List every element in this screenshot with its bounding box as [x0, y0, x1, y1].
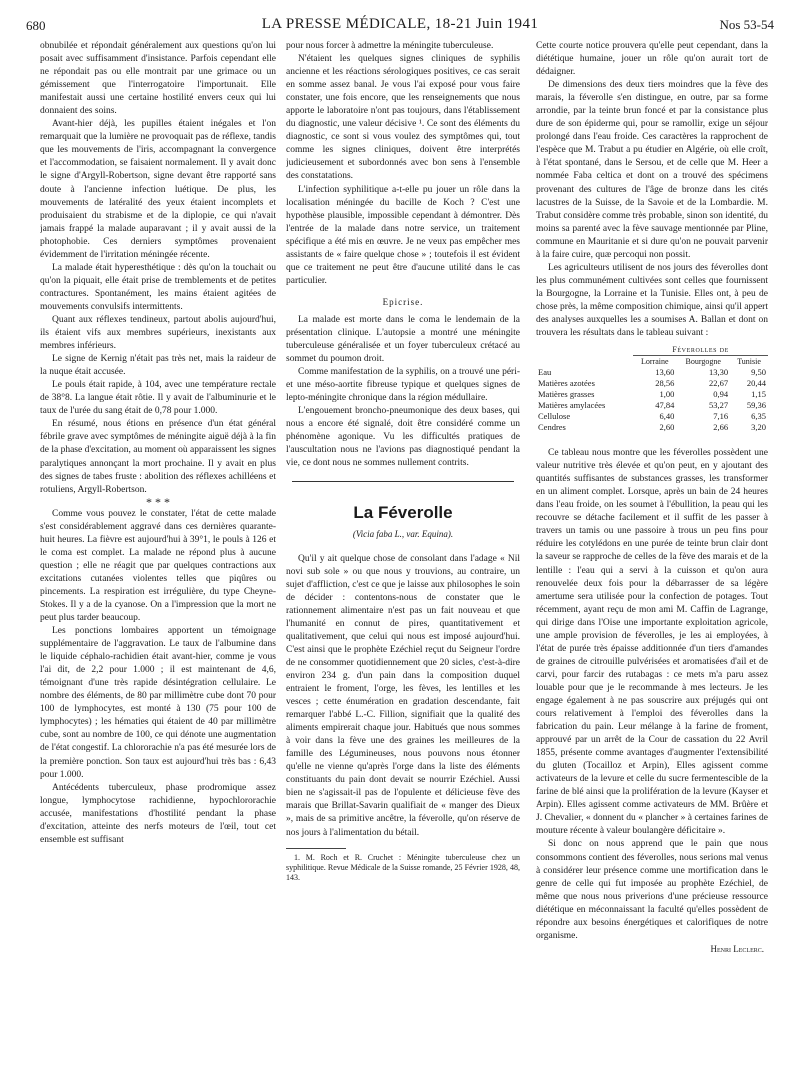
paragraph: Les ponctions lombaires apportent un témoignage supplémentaire de l'aggravation. Le taux de l'albumine dans le liquide céphalo-rachidien était avant-hier, comme je vous l'ai dit, de 2,2 pour 1.000 ; il est maintenant de 4,6, témoignant d'une très rapide désintégration cellulaire. Le nombre des éléments, de 80 par millimètre cube dont 70 pour 100 de lymphocytes, est monté à 130 (75 pour 100 de lymphocytes) ; les hématies qui étaient de 40 par millimètre cube, sont au nombre de 100, ce qui dénote une augmentation de l'état congestif. La chlororachie n'a pas été mesurée lors de la première ponction. Son taux est aujourd'hui très bas : 6,43 pour 1.000.: [40, 626, 276, 780]
paragraph: Le signe de Kernig n'était pas très net, mais la raideur de la nuque était accusée.: [40, 354, 276, 378]
paragraph: Quant aux réflexes tendineux, partout abolis aujourd'hui, ils étaient vifs aux membres supérieurs, inexistants aux membres inférieurs.: [40, 314, 276, 352]
paragraph: N'étaient les quelques signes cliniques de syphilis ancienne et les réactions sérologiques positives, ce cas serait en somme assez banal. Je vous l'ai exposé pour vous faire constater, une fois encore, que les renseignements que nous apporte le laboratoire n'ont pas toujours, dans l'établissement du diagnostic, une valeur décisive ¹. Ce sont des éléments du diagnostic, ce sont si vous voulez des symptômes qui, tout comme les signes cliniques, doivent être interprétés judicieusement et subordonnés avec bon sens à l'ensemble des constatations.: [286, 54, 520, 182]
table-span-header: Féverolles de: [633, 344, 768, 356]
table-cell: 6,35: [751, 411, 766, 422]
article-divider: [292, 481, 514, 482]
table-row: [536, 378, 768, 389]
paragraph: Comme vous pouvez le constater, l'état de cette malade s'est considérablement aggravé dans ces dernières quarante-huit heures. La fièvre est aujourd'hui à 39°1, le pouls à 126 et le coma est complet. La malade ne répond plus à aucune question ; elle ne réagit que par quelques contractions aux excitations cutanées violentes telles que piqûres ou pincements. La respiration est irrégulière, du type Cheyne-Stokes. Il y a de la cyanose. On a l'impression que la mort ne peut plus tarder beaucoup.: [40, 508, 276, 624]
table-cell: 2,60: [659, 422, 675, 433]
page-header: [20, 14, 780, 38]
table-cell: 7,16: [713, 411, 729, 422]
table-cell: 1,00: [659, 389, 675, 400]
paragraph: pour nous forcer à admettre la méningite tuberculeuse.: [286, 41, 494, 51]
journal-title: LA PRESSE MÉDICALE, 18-21 Juin 1941: [261, 16, 539, 32]
row-label: Matières azotées: [538, 378, 595, 389]
paragraph: De dimensions des deux tiers moindres que la fève des marais, la féverolle s'en distingue, en outre, par sa forme arrondie, par la teinte brun foncé et par la consistance plus dure de son épiderme qui, pour se ramollir, exige un séjour prolongé dans l'eau froide. Ces caractères la rapprochent de l'espèce que M. Trabut a pu étudier en Algérie, où elle croît, à l'état spontané, dans le Sersou, et de celle que M. Heer a nommée Faba celtica et dont on a trouvé des spécimens provenant des cultures de l'âge de bronze dans les cités lacustres de la Suisse, de la Savoie et de la Lombardie. M. Trabut considère comme très probable, sinon son identité, du moins sa parenté avec la fève sauvage mentionnée par Pline, commune en Mauritanie et si dure qu'on ne pouvait parvenir à la faire cuire, quæ percoqui non possit.: [536, 80, 768, 260]
table-cell: 6,40: [659, 411, 675, 422]
row-label: Matières amylacées: [538, 400, 606, 411]
column-middle: [286, 40, 520, 1070]
column-header: Lorraine: [641, 357, 669, 367]
paragraph: Le pouls était rapide, à 104, avec une température rectale de 38°8. La langue était rôtie. Il y avait de l'albuminurie et le taux de l'urée du sang était de 0,78 pour 1.000.: [40, 380, 276, 417]
paragraph: Comme manifestation de la syphilis, on a trouvé une péri- et une méso-aortite fibreuse typique et quelques signes de lepto-méningite chronique dans la région médullaire.: [286, 367, 520, 404]
paragraph: obnubilée et répondait généralement aux questions qu'on lui posait avec suffisamment d'insistance. Parfois cependant elle ne répondait pas ou elle montrait par une grimace ou un gémissement que l'interrogatoire l'importunait. Elle manifestait aussi une certaine hostilité envers ceux qui lui donnaient des soins.: [40, 41, 276, 117]
paragraph: Si donc on nous apprend que le pain que nous consommons contient des féverolles, nous serions mal venus à considérer leur présence comme une mortification dans le genre de celle qui fut imposée au prophète Ezéchiel, de même que nous nous priverions d'une précieuse ressource diététique en méconnaissant la faculté qu'elles possèdent de répondre aux besoins énergétiques et calorifiques de notre organisme.: [536, 839, 768, 941]
paragraph: Cette courte notice prouvera qu'elle peut cependant, dans la diététique humaine, jouer un rôle qu'on aurait tort de dédaigner.: [536, 41, 768, 78]
table-cell: 9,50: [751, 367, 766, 378]
paragraph: Les agriculteurs utilisent de nos jours des féverolles dont les plus communément cultivées sont celles que fournissent la Bourgogne, la Lorraine et la Tunisie. Elles ont, à peu de chose près, la même composition chimique, ainsi qu'il appert des analyses auxquelles les a soumises A. Ballan et dont on trouvera les résultats dans le tableau suivant :: [536, 262, 768, 339]
paragraph: Avant-hier déjà, les pupilles étaient inégales et l'on remarquait que la lumière ne provoquait pas de réflexe, tandis que les mouvements de l'iris, accompagnant la convergence et l'accommodation, se faisaient normalement. Il y avait donc le signe d'Argyll-Robertson, signe devant être rapporté sans doute à l'ancienne infection luétique. De plus, les mouvements de latéralité des yeux étaient incomplets et produisaient du strabisme et de la diplopie, ce qui n'avait jamais frappé la malade auparavant ; il y avait aussi de la photophobie. Ces derniers symptômes provenaient évidemment de l'irritation méningée récente.: [40, 119, 276, 260]
paragraph: La malade est morte dans le coma le lendemain de la présentation clinique. L'autopsie a montré une méningite tuberculeuse généralisée et un foyer tuberculeux crétacé au sommet du poumon droit.: [286, 314, 520, 365]
row-label: Eau: [538, 367, 552, 378]
article-title: La Féverolle: [353, 502, 453, 522]
paragraph: Qu'il y ait quelque chose de consolant dans l'adage « Nil novi sub sole » ou que nous y trouvions, au contraire, un sujet d'affliction, c'est ce que je laisse aux philosophes le soin de décider : contentons-nous de constater que le rationnement alimentaire n'est pas un fait nouveau et que l'humanité en connut de pires, quantitativement et qualitativement, que celui qui nous est imposé aujourd'hui. C'est ainsi que le prophète Ezéchiel reçut du Seigneur l'ordre de ne consommer quotidiennement que 20 sicles, c'est-à-dire environ 234 g. d'un pain dans la composition duquel entraient le froment, l'orge, les fèves, les lentilles et les vesces ; cette énumération en gradation descendante, fait remarquer l'abbé L.-C. Fillion, signifiait que la qualité des aliments empirerait chaque jour. Habitués que nous sommes à voir dans la fève une des graines les meilleures de la famille des Légumineuses, nous pouvons nous étonner qu'elle ne vienne qu'après l'orge dans la liste des éléments constituants du pain dont devait se nourrir Ezéchiel. Aussi bien ne s'agissait-il pas de l'opulente et délicieuse fève des marais que Brillat-Savarin qualifiait de « manger des Dieux », mais de sa primitive ancêtre, la féverolle, qu'on réserve de nos jours à l'alimentation du bétail.: [286, 553, 520, 838]
column-header: Bourgogne: [685, 357, 721, 367]
author-signature: Henri Leclerc.: [710, 943, 764, 954]
column-header: Tunisie: [737, 357, 761, 367]
paragraph: En résumé, nous étions en présence d'un état général fébrile grave avec symptômes de méningite aiguë déjà à la fin de la phase d'excitation, au moment où apparaissent les signes paralytiques annonçant la mort prochaine. Il y avait en plus des signes de tabes fruste : abolition des réflexes achilléens et rotuliens, Argyll-Robertson.: [40, 419, 276, 495]
table-cell: 13,30: [709, 367, 729, 378]
paragraph: La malade était hyperesthétique : dès qu'on la touchait ou qu'on la piquait, elle était prise de tremblements et de petites contractures. Spontanément, les mains étaient agitées de mouvements convulsifs intermittents.: [40, 262, 276, 312]
footnote-rule: [286, 848, 346, 849]
table-cell: 59,36: [746, 400, 766, 411]
table-cell: 47,84: [655, 400, 675, 411]
table-cell: 22,67: [709, 378, 729, 389]
table-cell: 1,15: [751, 389, 766, 400]
column-left: [40, 40, 276, 1070]
table-row: [536, 422, 768, 433]
table-cell: 2,66: [713, 422, 729, 433]
table-cell: 13,60: [655, 367, 675, 378]
table-cell: 28,56: [655, 378, 675, 389]
row-label: Cellulose: [538, 411, 571, 422]
footnote: 1. M. Roch et R. Cruchet : Méningite tuberculeuse chez un syphilitique. Revue Médicale de la Suisse romande, 25 Février 1928, 48, 143.: [286, 852, 520, 882]
section-heading: Epicrise.: [382, 296, 424, 307]
table-cell: 20,44: [746, 378, 766, 389]
column-right: [536, 40, 768, 1070]
table-row: [536, 411, 768, 422]
section-separator: * * *: [146, 494, 170, 509]
table-row: [536, 389, 768, 400]
paragraph: Ce tableau nous montre que les féverolles possèdent une valeur nutritive très élevée et qu'on peut, en y ajoutant des quantités suffisantes de substances grasses, les transformer en un aliment complet. Lorsque, après un bain de 24 heures dans l'eau froide, on les soumet à l'ébullition, la peau qui les recouvre se détache facilement et il suffit de les passer à travers un tamis ou une passoire à trous un peu fins pour réduire les cotylédons en une purée de teinte brun clair dont la saveur se rapproche de celles de la fève des marais et de la lentille : l'eau qui a servi à la cuisson et qu'on aura renouvelée deux fois pour la débarrasser de sa légère amertume sera utilisée pour la confection de potages. Tout récemment, ayant reçu de mon ami M. Caffin de Lagrange, qui dirige dans l'Oise une importante exploitation agricole, une ample provision de féverolles, je les ai employées, à l'état de purée très épaisse additionnée d'un tiers d'amandes de graines de citrouille pulvérisées et aromatisées d'ail et de carvi, pour farcir des rutabagas : ce mets m'a paru assez louable pour que je le recommande à mes lecteurs. Je les engage également à ne pas souscrire aux préjugés qui ont cours relativement à l'emploi des féverolles dans la fabrication du pain. Leur mélange à la farine de froment, approuvé par un arrêt de la Cour de cassation du 22 Avril 1855, présente comme avantages d'augmenter l'extensibilité du gluten (Tocailloz et Arpin), Elles agissent comme activateurs de la levure et celle du sucre fermentescible de la farine de blé ainsi que la prolifération de la levure (Kayser et Arpin). Elles agissent comme activateurs de MM. Brûère et J. Chevalier, « donnent du « plancher » à certaines farines de mouture récente à valeur boulangère déficitaire ».: [536, 448, 768, 837]
row-label: Matières grasses: [538, 389, 595, 400]
composition-table: [536, 344, 768, 433]
page-number: 680: [26, 18, 46, 33]
paragraph: L'infection syphilitique a-t-elle pu jouer un rôle dans la localisation méningée du bacille de Koch ? C'est une hypothèse plausible, impossible cependant à démontrer. Dès l'entrée de la malade dans notre service, un traitement spécifique a été mis en œuvre. Je ne veux pas empêcher mes assistants de « faire quelque chose » ; toutefois il est évident que ce traitement ne peut être d'aucune utilité dans le cas particulier.: [286, 184, 520, 286]
table-row: [536, 400, 768, 411]
table-cell: 53,27: [709, 400, 729, 411]
paragraph: Antécédents tuberculeux, phase prodromique assez longue, lymphocytose rachidienne, hypochlororachie accusée, manifestations d'hostilité pendant la phase d'excitation, atteinte des nerfs moteurs de l'œil, tout cet ensemble est suffisant: [40, 782, 276, 845]
table-row: [536, 367, 768, 378]
row-label: Cendres: [538, 422, 566, 433]
article-subtitle: (Vicia faba L., var. Equina).: [352, 528, 454, 539]
issue-number: Nos 53-54: [719, 17, 774, 32]
table-cell: 0,94: [713, 389, 729, 400]
table-cell: 3,20: [751, 422, 766, 433]
paragraph: L'engouement broncho-pneumonique des deux bases, qui nous a encore été signalé, doit être considéré comme un phénomène agonique. Vu les difficultés pratiques de l'auscultation nous ne l'avions pas diagnostiqué pendant la vie, ce dont nous ne sommes nullement contrits.: [286, 406, 520, 469]
